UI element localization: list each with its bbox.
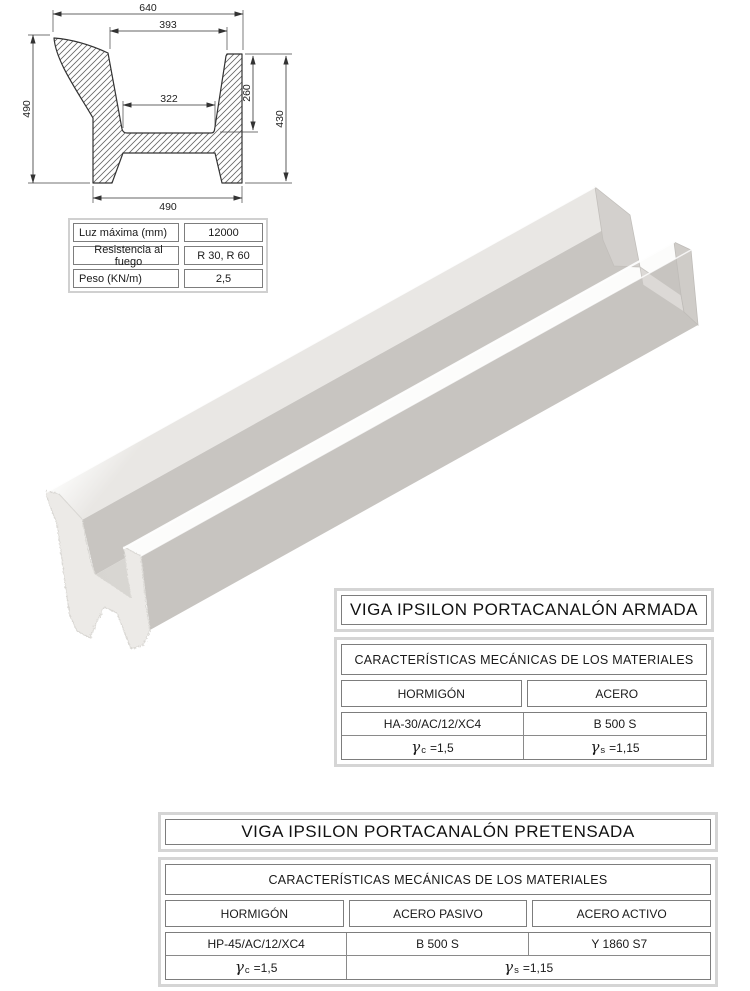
material-value: B 500 S	[347, 933, 528, 956]
armada-section	[334, 588, 714, 767]
gamma-subscript: c	[421, 745, 426, 756]
armada-title: VIGA IPSILON PORTACANALÓN ARMADA	[341, 595, 707, 625]
property-value: R 30, R 60	[184, 246, 263, 265]
dim-right-wall-height: 260	[241, 84, 253, 102]
gamma-subscript: s	[514, 965, 519, 976]
gamma-symbol: γ	[504, 958, 514, 976]
gamma-number: =1,5	[253, 960, 278, 975]
property-label: Luz máxima (mm)	[73, 223, 179, 242]
dim-inner-bottom-width: 322	[160, 93, 178, 105]
gamma-number: =1,15	[609, 740, 640, 755]
gamma-value	[524, 736, 706, 759]
column-header: HORMIGÓN	[165, 900, 344, 927]
dim-bottom-width: 490	[159, 201, 177, 213]
pretensada-title-frame	[158, 812, 718, 852]
gamma-symbol: γ	[411, 738, 421, 756]
gamma-value	[342, 736, 524, 759]
column-header: ACERO ACTIVO	[532, 900, 711, 927]
armada-column-headers	[341, 680, 707, 707]
dim-right-height: 430	[274, 110, 286, 128]
gamma-symbol: γ	[590, 738, 600, 756]
pretensada-values-box	[165, 932, 711, 980]
armada-values-box	[341, 712, 707, 760]
pretensada-section	[158, 812, 718, 987]
material-value: Y 1860 S7	[529, 933, 710, 956]
armada-title-frame	[334, 588, 714, 632]
column-header: ACERO PASIVO	[349, 900, 528, 927]
pretensada-column-headers	[165, 900, 711, 927]
pretensada-table	[158, 857, 718, 987]
gamma-value	[166, 956, 347, 979]
gamma-number: =1,15	[522, 960, 554, 975]
property-label: Peso (KN/m)	[73, 269, 179, 288]
property-label: Resistencia al fuego	[73, 246, 179, 265]
column-header: ACERO	[527, 680, 708, 707]
material-value: HP-45/AC/12/XC4	[166, 933, 347, 956]
gamma-value	[347, 956, 710, 979]
pretensada-title: VIGA IPSILON PORTACANALÓN PRETENSADA	[165, 819, 711, 845]
material-value: HA-30/AC/12/XC4	[342, 713, 524, 736]
column-header: HORMIGÓN	[341, 680, 522, 707]
property-value: 2,5	[184, 269, 263, 288]
property-value: 12000	[184, 223, 263, 242]
beam-near-wall-top-face	[124, 242, 691, 556]
gamma-symbol: γ	[234, 958, 244, 976]
material-value: B 500 S	[524, 713, 706, 736]
gamma-number: =1,5	[430, 740, 454, 755]
gamma-subscript: s	[600, 745, 606, 756]
dim-inner-top-width: 393	[159, 19, 177, 31]
gamma-subscript: c	[244, 965, 250, 976]
dim-top-width: 640	[139, 2, 157, 14]
dim-left-height: 490	[21, 100, 33, 118]
armada-table-header: CARACTERÍSTICAS MECÁNICAS DE LOS MATERIALES	[341, 644, 707, 675]
armada-table	[334, 637, 714, 767]
pretensada-table-header: CARACTERÍSTICAS MECÁNICAS DE LOS MATERIALES	[165, 864, 711, 895]
